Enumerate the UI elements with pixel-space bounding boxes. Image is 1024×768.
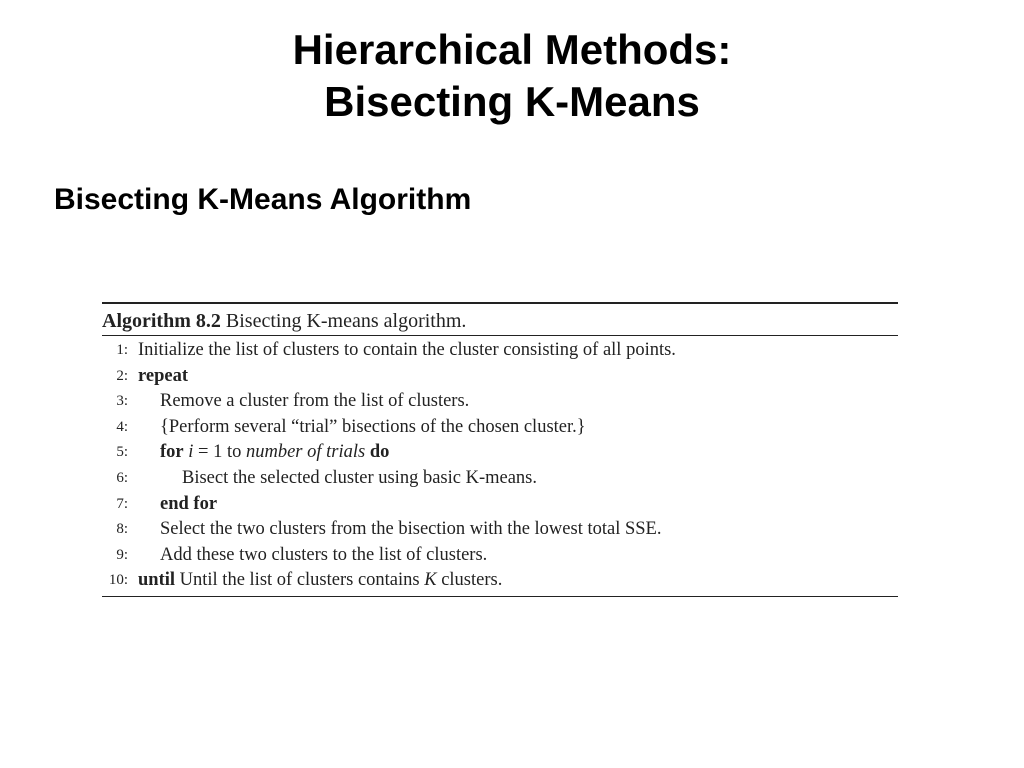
line-number: 3: bbox=[116, 393, 128, 410]
line-number: 5: bbox=[116, 444, 128, 461]
algorithm-lines bbox=[102, 336, 898, 597]
line-number: 6: bbox=[116, 469, 128, 486]
title-line-1: Hierarchical Methods: bbox=[292, 26, 732, 73]
keyword-repeat: repeat bbox=[138, 365, 188, 386]
line-text: Add these two clusters to the list of clusters. bbox=[160, 544, 488, 565]
line-number: 1: bbox=[116, 342, 128, 358]
for-loop-line bbox=[160, 440, 389, 466]
line-text: Bisect the selected cluster using basic K-means. bbox=[182, 467, 537, 488]
algorithm-caption: Bisecting K-means algorithm. bbox=[225, 310, 467, 332]
algorithm-line-8 bbox=[102, 517, 898, 543]
line-number: 9: bbox=[116, 546, 128, 563]
line-number: 10: bbox=[108, 572, 128, 589]
line-number: 2: bbox=[116, 367, 128, 384]
keyword-end-for: end for bbox=[160, 493, 218, 514]
algorithm-line-7 bbox=[102, 492, 898, 518]
subheading: Bisecting K-Means Algorithm bbox=[54, 183, 472, 216]
algorithm-line-3 bbox=[102, 389, 898, 415]
keyword-until: until bbox=[138, 570, 176, 591]
algorithm-line-6 bbox=[102, 466, 898, 492]
algorithm-line-1 bbox=[102, 338, 898, 364]
line-number: 8: bbox=[116, 521, 128, 538]
until-condition-post: clusters. bbox=[436, 570, 503, 591]
line-text: {Perform several “trial” bisections of the chosen cluster.} bbox=[160, 416, 586, 437]
loop-variable: i bbox=[188, 442, 194, 463]
algorithm-line-10 bbox=[102, 568, 898, 594]
line-number: 4: bbox=[116, 418, 128, 435]
keyword-for: for bbox=[160, 442, 184, 463]
keyword-do: do bbox=[369, 442, 390, 463]
cluster-count-variable: K bbox=[424, 570, 437, 591]
algorithm-label: Algorithm 8.2 bbox=[102, 310, 221, 332]
until-condition-pre: Until the list of clusters contains bbox=[175, 570, 425, 591]
algorithm-line-2 bbox=[102, 364, 898, 390]
until-line bbox=[138, 568, 502, 594]
slide-title bbox=[0, 24, 1024, 128]
line-text: Select the two clusters from the bisection with the lowest total SSE. bbox=[160, 519, 662, 540]
loop-bound: number of trials bbox=[245, 442, 366, 463]
line-number: 7: bbox=[116, 495, 128, 512]
algorithm-line-9 bbox=[102, 543, 898, 569]
line-text: Remove a cluster from the list of clusters. bbox=[160, 391, 470, 412]
algorithm-line-5 bbox=[102, 440, 898, 466]
algorithm-line-4 bbox=[102, 415, 898, 441]
loop-range: = 1 to bbox=[193, 442, 246, 463]
algorithm-box bbox=[102, 302, 898, 597]
line-text: Initialize the list of clusters to contain the cluster consisting of all points. bbox=[138, 340, 676, 360]
algorithm-header bbox=[102, 304, 898, 336]
title-line-2: Bisecting K-Means bbox=[324, 78, 700, 125]
